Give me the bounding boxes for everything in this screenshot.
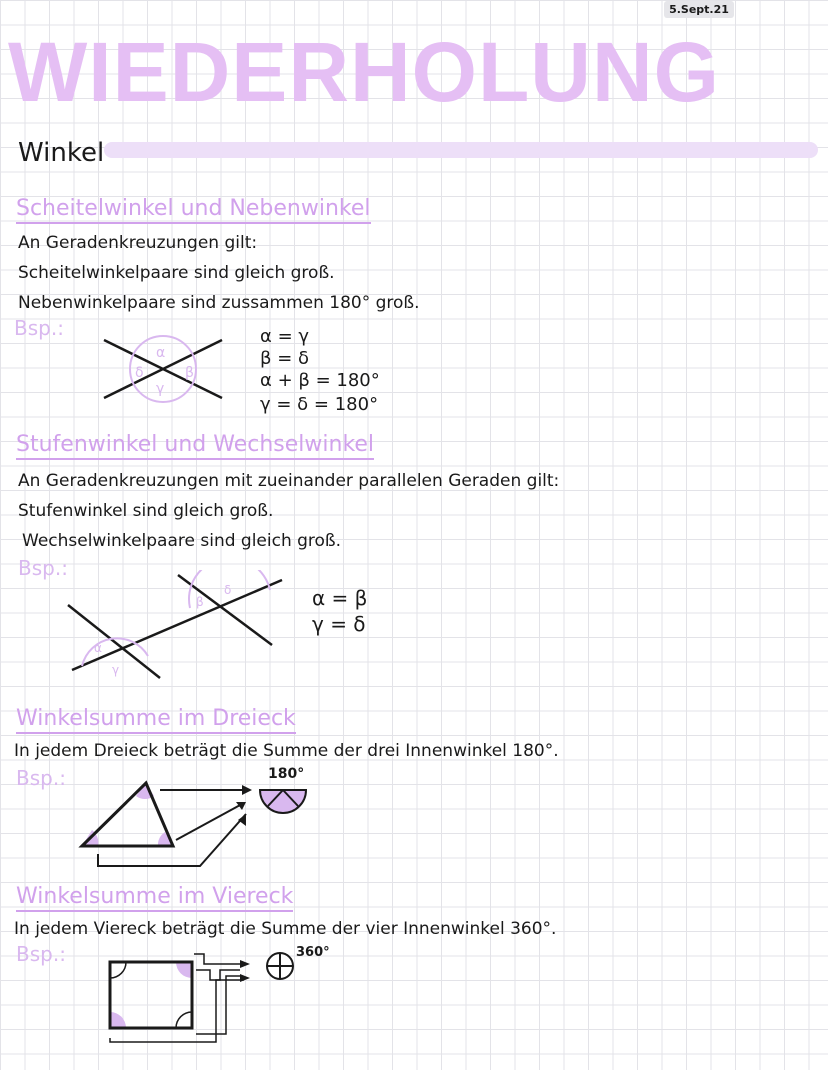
block1-bsp-label: Bsp.: [14,316,64,340]
label-gamma: γ [112,663,120,677]
label-gamma: γ [156,381,165,397]
date-badge: 5.Sept.21 [664,1,734,18]
block2-eq-2: γ = δ [312,612,366,636]
crossing-lines-diagram [90,320,240,410]
label-beta: β [196,595,204,609]
block1-heading: Scheitelwinkel und Nebenwinkel [16,196,371,224]
block4-bsp-label: Bsp.: [16,942,66,966]
page-title: WIEDERHOLUNG [8,25,720,119]
block1-line-1: An Geradenkreuzungen gilt: [18,233,258,253]
section-heading: Winkel [18,138,105,168]
block1-line-3: Nebenwinkelpaare sind zussammen 180° groß. [18,293,420,313]
triangle-sum-diagram [70,762,320,874]
block4-line-1: In jedem Viereck beträgt die Summe der vier Innenwinkel 360°. [14,919,557,939]
block3-bsp-label: Bsp.: [16,766,66,790]
triangle-sum-result: 180° [268,766,305,782]
block1-eq-3: α + β = 180° [260,370,380,391]
block3-line-1: In jedem Dreieck beträgt die Summe der drei Innenwinkel 180°. [14,741,559,761]
block2-line-1: An Geradenkreuzungen mit zueinander parallelen Geraden gilt: [18,471,560,491]
block2-eq-1: α = β [312,586,368,610]
block2-line-3: Wechselwinkelpaare sind gleich groß. [22,531,342,551]
label-alpha: α [94,641,102,655]
label-delta: δ [135,365,144,381]
label-beta: β [185,365,194,381]
quadrilateral-sum-result: 360° [296,945,330,960]
quadrilateral-sum-diagram [100,940,360,1045]
heading-highlight-bar [104,142,818,158]
block1-line-2: Scheitelwinkelpaare sind gleich groß. [18,263,335,283]
block1-eq-2: β = δ [260,348,310,369]
block2-heading: Stufenwinkel und Wechselwinkel [16,432,374,460]
parallel-lines-diagram [60,570,300,685]
block3-heading: Winkelsumme im Dreieck [16,706,296,734]
block4-heading: Winkelsumme im Viereck [16,884,293,912]
label-alpha: α [156,345,166,361]
label-delta: δ [224,583,232,597]
block2-bsp-label: Bsp.: [18,556,68,580]
block2-line-2: Stufenwinkel sind gleich groß. [18,501,274,521]
block1-eq-4: γ = δ = 180° [260,394,379,415]
block1-eq-1: α = γ [260,326,310,347]
